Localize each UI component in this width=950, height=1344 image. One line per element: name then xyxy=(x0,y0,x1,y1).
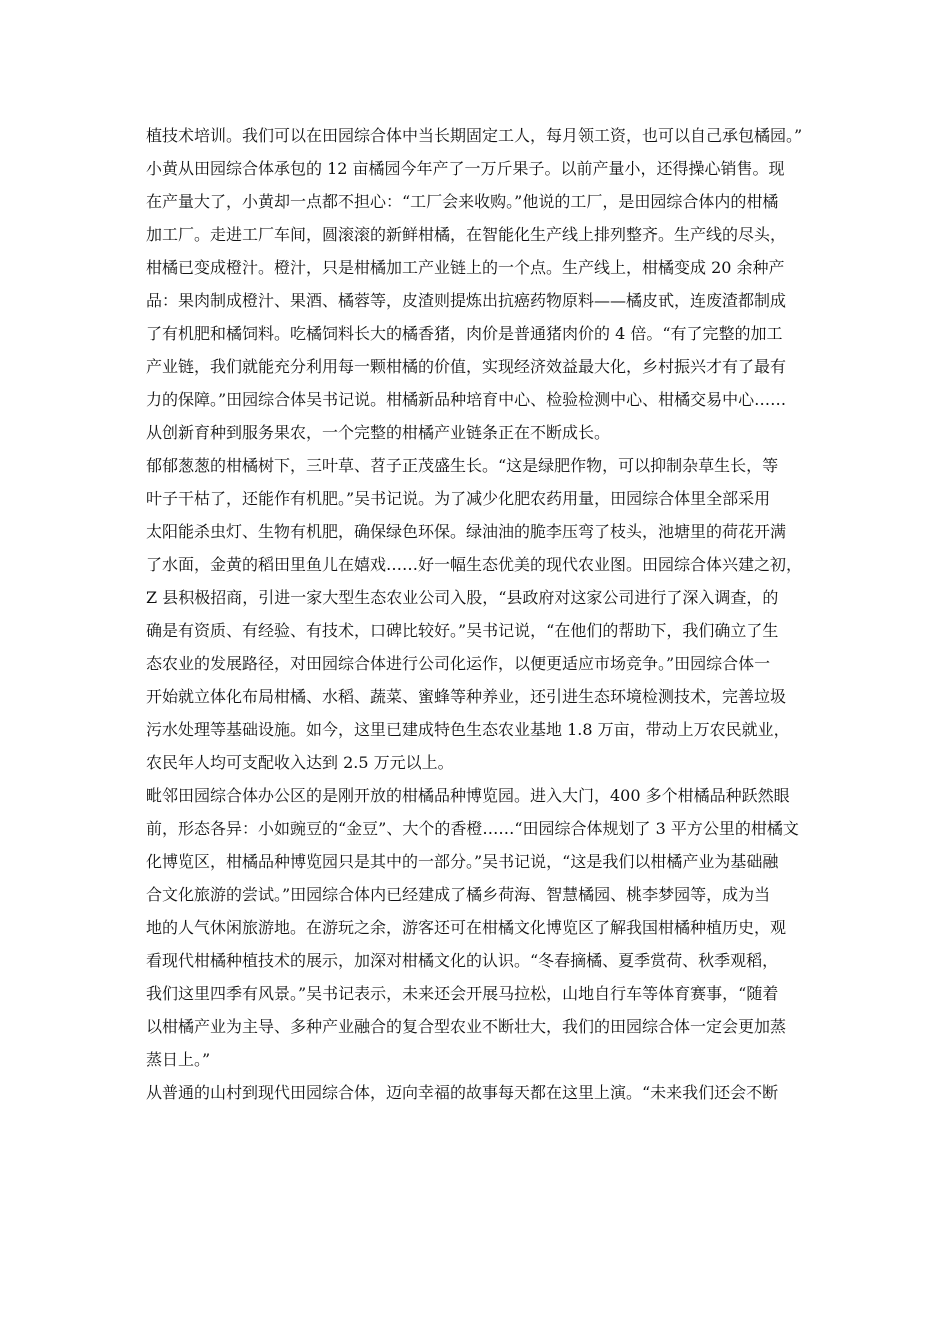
text-line: 力的保障。”田园综合体吴书记说。柑橘新品种培育中心、检验检测中心、柑橘交易中心…… xyxy=(146,390,787,409)
text-line: 了有机肥和橘饲料。吃橘饲料长大的橘香猪，肉价是普通猪肉价的 4 倍。“有了完整的加工 xyxy=(146,324,783,343)
text-line: 开始就立体化布局柑橘、水稻、蔬菜、蜜蜂等种养业，还引进生态环境检测技术，完善垃圾 xyxy=(146,687,787,706)
text-line: 品：果肉制成橙汁、果酒、橘蓉等，皮渣则提炼出抗癌药物原料——橘皮甙，连废渣都制成 xyxy=(146,291,787,310)
text-line: 在产量大了，小黄却一点都不担心：“工厂会来收购。”他说的工厂，是田园综合体内的柑橘 xyxy=(146,192,779,211)
text-line: 化博览区，柑橘品种博览园只是其中的一部分。”吴书记说，“这是我们以柑橘产业为基础融 xyxy=(146,852,779,871)
text-line: 从创新育种到服务果农，一个完整的柑橘产业链条正在不断成长。 xyxy=(146,423,611,442)
text-line: 从普通的山村到现代田园综合体，迈向幸福的故事每天都在这里上演。“未来我们还会不断 xyxy=(146,1083,779,1102)
text-line: 确是有资质、有经验、有技术，口碑比较好。”吴书记说，“在他们的帮助下，我们确立了生 xyxy=(146,621,779,640)
text-line: 小黄从田园综合体承包的 12 亩橘园今年产了一万斤果子。以前产量小，还得操心销售。现 xyxy=(146,159,785,178)
article-body xyxy=(146,119,826,1109)
text-line: 叶子干枯了，还能作有机肥。”吴书记说。为了减少化肥农药用量，田园综合体里全部采用 xyxy=(146,489,771,508)
text-line: 合文化旅游的尝试。”田园综合体内已经建成了橘乡荷海、智慧橘园、桃李梦园等，成为当 xyxy=(146,885,771,904)
text-line: 柑橘已变成橙汁。橙汁，只是柑橘加工产业链上的一个点。生产线上，柑橘变成 20 余种产 xyxy=(146,258,785,277)
text-line: 污水处理等基础设施。如今，这里已建成特色生态农业基地 1.8 万亩，带动上万农民就业， xyxy=(146,720,790,739)
text-line: 农民年人均可支配收入达到 2.5 万元以上。 xyxy=(146,753,454,772)
text-line: 植技术培训。我们可以在田园综合体中当长期固定工人，每月领工资，也可以自己承包橘园。” xyxy=(146,126,803,145)
text-line: 了水面，金黄的稻田里鱼儿在嬉戏……好一幅生态优美的现代农业图。田园综合体兴建之初， xyxy=(146,555,803,574)
text-line: 看现代柑橘种植技术的展示，加深对柑橘文化的认识。“冬春摘橘、夏季赏荷、秋季观稻， xyxy=(146,951,779,970)
text-line: Z 县积极招商，引进一家大型生态农业公司入股，“县政府对这家公司进行了深入调查，的 xyxy=(146,588,779,607)
text-line: 以柑橘产业为主导、多种产业融合的复合型农业不断壮大，我们的田园综合体一定会更加蒸 xyxy=(146,1017,787,1036)
text-line: 前，形态各异：小如豌豆的“金豆”、大个的香橙……“田园综合体规划了 3 平方公里的柑橘文 xyxy=(146,819,799,838)
text-line: 毗邻田园综合体办公区的是刚开放的柑橘品种博览园。进入大门，400 多个柑橘品种跃然眼 xyxy=(146,786,790,805)
text-line: 加工厂。走进工厂车间，圆滚滚的新鲜柑橘，在智能化生产线上排列整齐。生产线的尽头， xyxy=(146,225,787,244)
text-line: 我们这里四季有风景。”吴书记表示，未来还会开展马拉松，山地自行车等体育赛事，“随着 xyxy=(146,984,779,1003)
text-line: 态农业的发展路径，对田园综合体进行公司化运作，以便更适应市场竞争。”田园综合体一 xyxy=(146,654,771,673)
text-line: 太阳能杀虫灯、生物有机肥，确保绿色环保。绿油油的脆李压弯了枝头，池塘里的荷花开满 xyxy=(146,522,787,541)
text-line: 产业链，我们就能充分利用每一颗柑橘的价值，实现经济效益最大化，乡村振兴才有了最有 xyxy=(146,357,787,376)
text-line: 地的人气休闲旅游地。在游玩之余，游客还可在柑橘文化博览区了解我国柑橘种植历史，观 xyxy=(146,918,787,937)
text-line: 郁郁葱葱的柑橘树下，三叶草、苕子正茂盛生长。“这是绿肥作物，可以抑制杂草生长，等 xyxy=(146,456,779,475)
text-line: 蒸日上。” xyxy=(146,1050,211,1069)
